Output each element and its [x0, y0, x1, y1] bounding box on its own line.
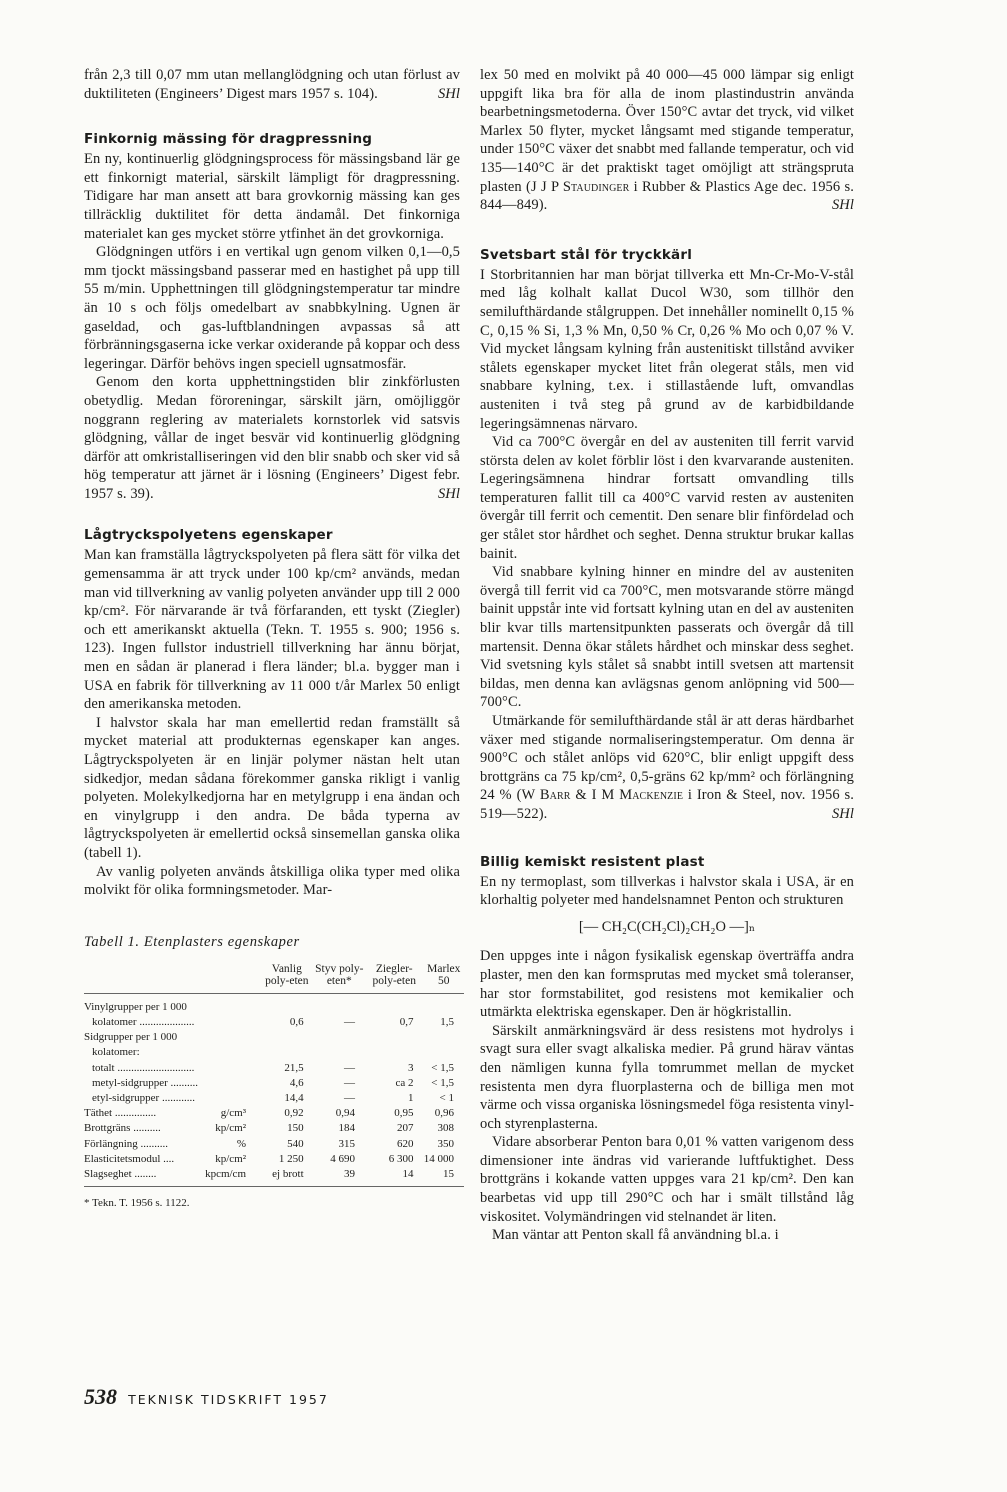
- author-signature: SHl: [437, 85, 460, 102]
- row-unit: [200, 1076, 260, 1091]
- row-unit: g/cm³: [220, 1107, 246, 1120]
- table-footnote: * Tekn. T. 1956 s. 1122.: [84, 1197, 190, 1210]
- left-column: [84, 66, 460, 1209]
- table-row: [84, 1045, 464, 1060]
- row-label: Slagseghet ........: [84, 1167, 157, 1180]
- table-row: [84, 1030, 464, 1045]
- table-cell: [314, 993, 365, 1015]
- table-cell: 150: [287, 1122, 304, 1135]
- paragraph: Av vanlig polyeten används åtskilliga olika typer med olika molvikt för olika formningsmetoder. Mar-: [84, 863, 460, 899]
- article-heading: Lågtryckspolyetens egenskaper: [84, 527, 333, 544]
- journal-name: TEKNISK TIDSKRIFT 1957: [128, 1392, 329, 1407]
- author-signature: SHl: [831, 805, 854, 822]
- row-unit: [200, 993, 260, 1015]
- table-cell: 21,5: [284, 1061, 304, 1074]
- table-cell: [424, 993, 464, 1015]
- paragraph: Den uppges inte i någon fysikalisk egenskap överträffa andra plaster, men den kan formsprutas med mycket små toleranser, har stor formstabilitet, god resistens mot kemikalier och utmärkta elektriska egenskaper. Den är högkristallin.: [480, 948, 854, 1021]
- row-unit: [200, 1030, 260, 1045]
- table-caption: Tabell 1. Etenplasters egenskaper: [84, 933, 300, 950]
- table-cell: —: [343, 1015, 355, 1028]
- table-cell: 184: [338, 1122, 355, 1135]
- author-name: W Barr & I M Mackenzie: [521, 787, 684, 804]
- table-row: [84, 1121, 464, 1136]
- row-unit: [200, 1091, 260, 1106]
- column-header: Styv poly-eten*: [315, 962, 364, 987]
- properties-table: [84, 963, 464, 1182]
- row-label: Sidgrupper per 1 000: [84, 1031, 178, 1044]
- table-cell: —: [343, 1091, 355, 1104]
- right-column: [480, 66, 854, 1245]
- paragraph: Man väntar att Penton skall få användning bl.a. i: [492, 1227, 779, 1244]
- table-cell: 540: [287, 1137, 304, 1150]
- table-cell: 1 250: [278, 1152, 304, 1165]
- row-label: etyl-sidgrupper ............: [92, 1091, 195, 1104]
- table-cell: < 1,5: [431, 1076, 454, 1089]
- table-cell: ca 2: [395, 1076, 414, 1089]
- row-unit: %: [236, 1137, 246, 1150]
- paragraph: från 2,3 till 0,07 mm utan mellanglödgning och utan förlust av duktiliteten (Engineers’ Digest mars 1957 s. 104). SHl: [84, 67, 460, 102]
- table-cell: [365, 993, 424, 1015]
- row-label: kolatomer ....................: [92, 1015, 195, 1028]
- page-footer: [84, 1384, 329, 1410]
- row-label: Täthet ...............: [84, 1107, 157, 1120]
- table-cell: 1,5: [440, 1015, 454, 1028]
- properties-table-block: [84, 934, 460, 1209]
- table-cell: 308: [437, 1122, 454, 1135]
- author-name: J J P Staudinger: [530, 178, 630, 195]
- table-cell: 350: [437, 1137, 454, 1150]
- table-cell: [424, 1045, 464, 1060]
- article-heading: Svetsbart stål för tryckkärl: [480, 246, 693, 263]
- table-cell: [314, 1045, 365, 1060]
- table-cell: 0,95: [394, 1107, 414, 1120]
- table-cell: 0,92: [284, 1107, 304, 1120]
- table-row: [84, 1091, 464, 1106]
- paragraph: Vid ca 700°C övergår en del av austeniten till ferrit varvid största delen av kolet förblir löst i den kvarvarande austeniten. Legeringsämnena hindrar fortsatt omvandling tills temperaturen fallit till ca 400°C varvid resten av austeniten övergår till ferrit och cementit. Den senare blir finfördelad och ger stålet stor hårdhet och seghet. Denna struktur brukar kallas bainit.: [480, 434, 854, 562]
- table-cell: 4 690: [330, 1152, 355, 1165]
- table-cell: [424, 1030, 464, 1045]
- row-unit: kpcm/cm: [205, 1167, 246, 1180]
- article-heading: Billig kemiskt resistent plast: [480, 853, 705, 870]
- table-row: [84, 1152, 464, 1167]
- table-header-row: [84, 963, 464, 994]
- table-cell: 14 000: [423, 1152, 454, 1165]
- row-unit: [200, 1045, 260, 1060]
- page-number: 538: [84, 1384, 117, 1409]
- table-cell: 0,96: [434, 1107, 454, 1120]
- paragraph: En ny, kontinuerlig glödgningsprocess för mässingsband lär ge ett finkornigt material, särskilt lämpligt för dragpressning. Tidigare har man ansett att bara grovkornig mässing kan ges tillräcklig duktilitet för detta ändamål. Det finkorniga materialet kan ges mycket större ytfinhet än det grovkorniga.: [84, 151, 460, 242]
- table-cell: 15: [443, 1167, 454, 1180]
- table-cell: [314, 1030, 365, 1045]
- paragraph: I Storbritannien har man börjat tillverka ett Mn-Cr-Mo-V-stål med låg kolhalt kallat Ducol W30, som tillhör den semilufthärdande stålgruppen. Det innehåller nominellt 0,15 % C, 0,15 % Si, 1,3 % Mn, 0,50 % Cr, 0,26 % Mo och 0,07 % V. Vid mycket långsam kylning från austenitiskt tillstånd avviker stålets egenskaper mycket litet från olegerat ståls, men vid snabbare kylning, t.ex. i stillastående luft, omvandlas austeniten i två steg på grund av de karbidbildande legeringsämnenas närvaro.: [480, 266, 854, 432]
- table-cell: —: [343, 1076, 355, 1089]
- table-cell: ej brott: [272, 1167, 304, 1180]
- table-cell: < 1: [439, 1091, 454, 1104]
- table-cell: 3: [408, 1061, 414, 1074]
- row-unit: [200, 1015, 260, 1030]
- paragraph: Glödgningen utförs i en vertikal ugn genom vilken 0,1—0,5 mm tjockt mässingsband passerar med en hastighet på upp till 55 m/min. Upphettningen till glödgningstemperatur tar mindre än 10 s och följs omedelbart av snabbkylning. Ugnen är gaseldad, och gas-luftblandningen avpassas så att förbränningsgaserna icke verkar oxiderande på koppar och dess legeringar. Därför behövs ingen speciell ugnsatmosfär.: [84, 244, 460, 372]
- paragraph: Genom den korta upphettningstiden blir zinkförlusten obetydlig. Medan föroreningar, särskilt järn, omöjliggör noggrann reglering av materialets kornstorlek vid satsvis glödgning, vållar de inget besvär vid kontinuerlig glödgning därför att omkristalliseringen vid den blir snabb och sker vid så hög temperatur att järnet är i lösning (Engineers’ Digest febr. 1957 s. 39). SHl: [84, 374, 460, 502]
- column-header: Ziegler-poly-eten: [372, 962, 416, 987]
- paragraph: Vidare absorberar Penton bara 0,01 % vatten varigenom dess dimensioner inte ändras vid varierande luftfuktighet. Dess brottgräns i kokande vatten uppges vara 21 kp/cm². Den kan bearbetas vid upp till 290°C och har i smält tillstånd låg viskositet. Volymändringen vid stelnandet är liten.: [480, 1134, 854, 1225]
- table-cell: 0,94: [335, 1107, 355, 1120]
- table-row: [84, 1015, 464, 1030]
- table-row: [84, 1137, 464, 1152]
- table-cell: [365, 1045, 424, 1060]
- column-header: Marlex 50: [427, 962, 461, 987]
- table-row: [84, 1076, 464, 1091]
- table-cell: 0,6: [289, 1015, 304, 1028]
- paragraph: Särskilt anmärkningsvärd är dess resistens mot hydrolys i svagt sura eller svagt alkaliska medier. På grund härav väntas den nämligen kunna fylla tomrummet mellan de mycket resistenta men dyra fluorplasterna och de billiga men mot värme och vissa organiska lösningsmedel föga resistenta vinyl- och styrenplasterna.: [480, 1022, 854, 1132]
- row-label: kolatomer:: [92, 1046, 140, 1059]
- table-cell: [260, 993, 314, 1015]
- table-cell: 4,6: [289, 1076, 304, 1089]
- table-cell: 39: [343, 1167, 355, 1180]
- paragraph: Man kan framställa lågtryckspolyeten på flera sätt för vilka det gemensamma är att tryck under 100 kp/cm² används, medan man vid tillverkning av vanlig polyeten använder upp till 2 000 kp/cm². För närvarande är två förfaranden, ett tyskt (Ziegler) och ett amerikanskt aktuella (Tekn. T. 1955 s. 900; 1956 s. 123). Ingen fullstor industriell tillverkning har ännu börjat, men en sådan är planerad i flera länder; bl.a. bygger man i USA en fabrik för tillverkning av 11 000 t/år Marlex 50 enligt den amerikanska metoden.: [84, 547, 460, 713]
- table-row: [84, 1106, 464, 1121]
- table-cell: 620: [397, 1137, 414, 1150]
- table-cell: 6 300: [388, 1152, 414, 1165]
- author-signature: SHl: [831, 197, 854, 214]
- table-row: [84, 993, 464, 1015]
- paragraph: En ny termoplast, som tillverkas i halvstor skala i USA, är en klorhaltig polyeter med handelsnamnet Penton och strukturen: [480, 873, 854, 909]
- paragraph: I halvstor skala har man emellertid redan framställt så mycket material att produkternas egenskaper kan anges. Lågtryckspolyeten är en linjär polymer nästan helt utan sidkedjor, medan sådana förekommer ganska rikligt i vanlig polyeten. Molekylkedjorna har en metylgrupp i ena ändan och en vinylgrupp i den andra. De båda typerna av lågtryckspolyeten är emellertid också sinsemellan ganska olika (tabell 1).: [84, 714, 460, 861]
- row-label: totalt ............................: [92, 1061, 195, 1074]
- table-cell: 315: [338, 1137, 355, 1150]
- table-cell: [365, 1030, 424, 1045]
- row-unit: kp/cm²: [215, 1152, 246, 1165]
- chemical-formula: [— CH₂C(CH₂Cl)₂CH₂O —]ₙ: [578, 918, 756, 935]
- row-label: Vinylgrupper per 1 000: [84, 1000, 187, 1013]
- table-cell: [260, 1030, 314, 1045]
- row-label: Förlängning ..........: [84, 1137, 169, 1150]
- table-cell: 14,4: [284, 1091, 304, 1104]
- article-heading: Finkornig mässing för dragpressning: [84, 131, 373, 148]
- table-cell: —: [343, 1061, 355, 1074]
- paragraph: lex 50 med en molvikt på 40 000—45 000 lämpar sig enligt uppgift lika bra för alla de inom plastindustrin använda bearbetningsmetoderna. Över 150°C avtar det tryck, vid vilket Marlex 50 flyter, mycket långsamt med stigande temperatur, under 150°C växer det snabbt med fallande temperatur, och vid 135—140°C är det praktiskt taget omöjligt att strängspruta plasten (J J P Staudinger i Rubber & Plastics Age dec. 1956 s. 844—849). SHl: [480, 67, 854, 214]
- table-cell: < 1,5: [431, 1061, 454, 1074]
- paragraph: Utmärkande för semilufthärdande stål är att deras härdbarhet växer med stigande normaliseringstemperatur. Om denna är 900°C och stålet anlöps vid 620°C, blir enligt uppgift dess brottgräns ca 75 kp/cm², 0,5-gräns 62 kp/mm² och förlängning 24 % (W Barr & I M Mackenzie i Iron & Steel, nov. 1956 s. 519—522). SHl: [480, 713, 854, 822]
- table-cell: 1: [408, 1091, 414, 1104]
- table-row: [84, 1061, 464, 1076]
- row-label: Brottgräns ..........: [84, 1122, 161, 1135]
- author-signature: SHl: [437, 485, 460, 502]
- row-unit: kp/cm²: [215, 1122, 246, 1135]
- table-row: [84, 1167, 464, 1182]
- row-label: metyl-sidgrupper ..........: [92, 1076, 199, 1089]
- table-cell: 14: [402, 1167, 414, 1180]
- row-label: Elasticitetsmodul ....: [84, 1152, 175, 1165]
- paragraph: Vid snabbare kylning hinner en mindre del av austeniten övergå till ferrit vid ca 700°C, men motsvarande större mängd bainit uppstår inte vid fortsatt kylning utan en del av austeniten blir kvar tills martensitpunkten passerats och övergår då till martensit. Denna ökar stålets hårdhet och minskar dess seghet. Vid svetsning kyls stålet så snabbt intill svetsen att martensit bildas, men denna kan avlägsnas genom anlöpning vid 500—700°C.: [480, 564, 854, 711]
- table-cell: [260, 1045, 314, 1060]
- row-unit: [200, 1061, 260, 1076]
- column-header: Vanlig poly-eten: [265, 962, 309, 987]
- table-cell: 207: [397, 1122, 414, 1135]
- table-cell: 0,7: [399, 1015, 414, 1028]
